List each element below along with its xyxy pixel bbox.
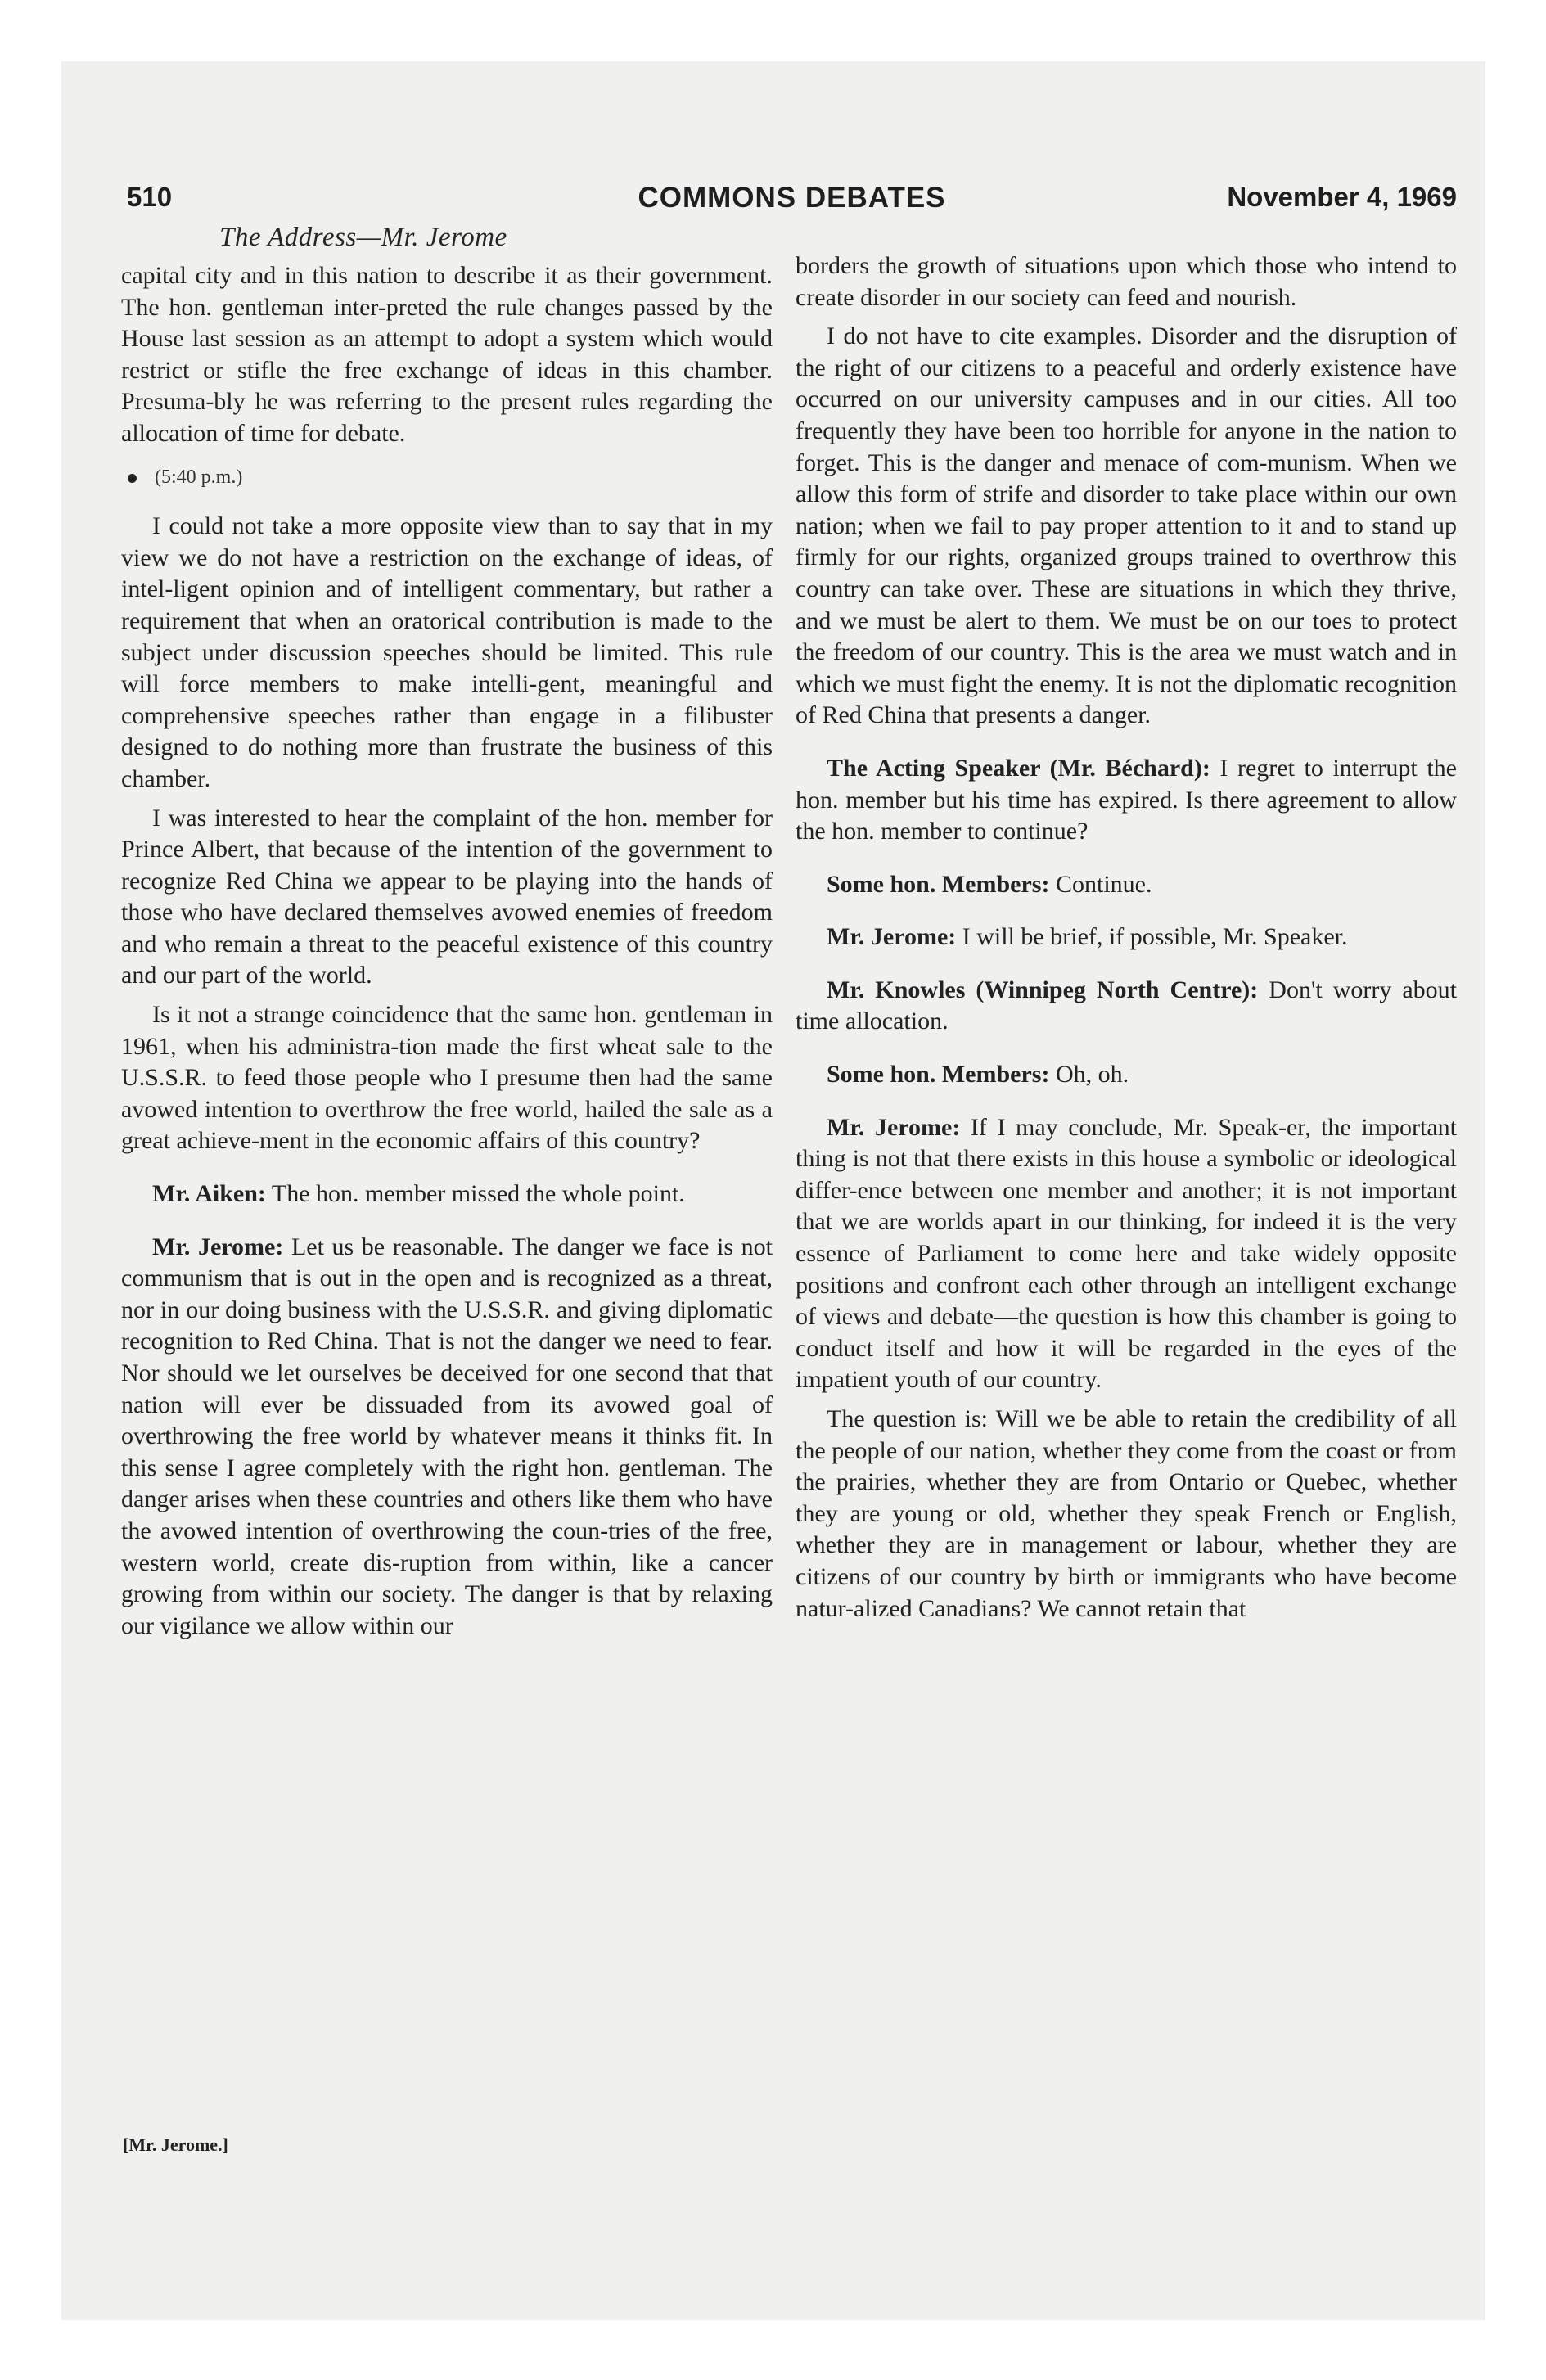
- speech-text: Continue.: [1055, 870, 1152, 898]
- speech-text: I regret to interrupt the hon. member but his time has expired. Is there agreement to allow the hon. member to continue?: [796, 754, 1457, 845]
- right-column: [796, 250, 1457, 1632]
- speech-turn: [796, 975, 1457, 1038]
- time-stamp: [128, 462, 773, 494]
- speech-text: Don't worry about time allocation.: [796, 976, 1458, 1035]
- speaker-name: Mr. Jerome:: [152, 1233, 284, 1260]
- footer-speaker-tag: [Mr. Jerome.]: [123, 2134, 228, 2155]
- speech-turn: [796, 1059, 1457, 1091]
- speech-text: Oh, oh.: [1055, 1061, 1129, 1089]
- page-header: [127, 182, 1457, 223]
- paragraph: I was interested to hear the complaint of the hon. member for Prince Albert, that because of the intention of the government to recognize Red China we appear to be playing into the hands of those who have declared themselves avowed enemies of freedom and who remain a threat to the peaceful existence of this country and our part of the world.: [121, 804, 773, 989]
- page-number: 510: [127, 182, 173, 212]
- paragraph: borders the growth of situations upon which those who intend to create disorder in our society can feed and nourish.: [796, 252, 1457, 311]
- speaker-name: Mr. Knowles (Winnipeg North Centre):: [827, 976, 1259, 1003]
- speaker-name: Mr. Aiken:: [152, 1180, 266, 1208]
- speaker-name: Mr. Jerome:: [827, 1113, 961, 1141]
- time-stamp-text: (5:40 p.m.): [155, 466, 243, 488]
- paragraph: I do not have to cite examples. Disorder and the disruption of the right of our citizens to a peaceful and orderly existence have occurred on our university campuses and in our cities. All too frequently they have been too horrible for anyone in the nation to forget. This is the danger and menace of com-munism. When we allow this form of strife and disorder to take place within our own nation; when we fail to pay proper attention to it and to stand up firmly for our rights, organized groups trained to overthrow this country can take over. These are situations in which they thrive, and we must be alert to them. We must be on our toes to protect the freedom of our country. This is the area we must watch and in which we must fight the enemy. It is not the diplomatic recognition of Red China that presents a danger.: [796, 322, 1457, 729]
- speaker-name: The Acting Speaker (Mr. Béchard):: [827, 754, 1210, 782]
- paragraph: capital city and in this nation to describe it as their government. The hon. gentleman inter-preted the rule changes passed by the House last session as an attempt to adopt a system which would restrict or stifle the free exchange of ideas in this chamber. Presuma-bly he was referring to the present rules regarding the allocation of time for debate.: [121, 262, 773, 447]
- paragraph: The question is: Will we be able to retain the credibility of all the people of our nation, whether they come from the coast or from the prairies, whether they are from Ontario or Quebec, whether they are young or old, whether they speak French or English, whether they are in management or labour, whether they are citizens of our country by birth or immigrants who have become natur-alized Canadians? We cannot retain that: [796, 1405, 1457, 1622]
- speech-turn: [796, 869, 1457, 901]
- speech-turn: [796, 922, 1457, 953]
- speech-text: Let us be reasonable. The danger we face is not communism that is out in the open and is recognized as a threat, nor in our doing business with the U.S.S.R. and giving diplomatic recognition to Red China. That is not the danger we need to fear. Nor should we let ourselves be deceived for one second that that nation will ever be dissuaded from its avowed goal of overthrowing the free world by whatever means it thinks fit. In this sense I agree completely with the right hon. gentleman. The danger arises when these countries and others like them who have the avowed intention of overthrowing the coun-tries of the free, western world, create dis-ruption from within, like a cancer growing from within our society. The danger is that by relaxing our vigilance we allow within our: [121, 1233, 773, 1639]
- speech-turn: [121, 1179, 773, 1210]
- paragraph: Is it not a strange coincidence that the same hon. gentleman in 1961, when his administra-tion made the first wheat sale to the U.S.S.R. to feed those people who I presume then had the same avowed intention to overthrow the free world, hailed the sale as a great achieve-ment in the economic affairs of this country?: [121, 1001, 773, 1155]
- speaker-name: Some hon. Members:: [827, 1061, 1050, 1089]
- speech-turn: [796, 753, 1457, 848]
- left-column: [121, 260, 773, 1649]
- speech-text: I will be brief, if possible, Mr. Speaker.: [962, 923, 1348, 951]
- paragraph: I could not take a more opposite view than to say that in my view we do not have a restriction on the exchange of ideas, of intel-ligent opinion and of intelligent commentary, but rather a requirement that when an oratorical contribution is made to the subject under discussion speeches should be limited. This rule will force members to make intelli-gent, meaningful and comprehensive speeches rather than engage in a filibuster designed to do nothing more than frustrate the business of this chamber.: [121, 512, 773, 792]
- speaker-name: Some hon. Members:: [827, 870, 1050, 898]
- running-head: The Address—Mr. Jerome: [219, 223, 507, 252]
- speaker-name: Mr. Jerome:: [827, 923, 957, 951]
- issue-date: November 4, 1969: [1227, 182, 1457, 212]
- speech-text: If I may conclude, Mr. Speak-er, the important thing is not that there exists in this house a symbolic or ideological differ-ence between one member and another; it is not important that we are worlds apart in our thinking, for indeed it is the very essence of Parliament to come here and take widely opposite positions and confront each other through an intelligent exchange of views and debate—the question is how this chamber is going to conduct itself and how it will be regarded in the eyes of the impatient youth of our country.: [796, 1113, 1458, 1394]
- bullet-icon: [128, 474, 137, 483]
- speech-text: The hon. member missed the whole point.: [271, 1180, 685, 1208]
- speech-turn: [121, 1232, 773, 1643]
- speech-turn: [796, 1112, 1457, 1396]
- journal-title: COMMONS DEBATES: [638, 182, 946, 214]
